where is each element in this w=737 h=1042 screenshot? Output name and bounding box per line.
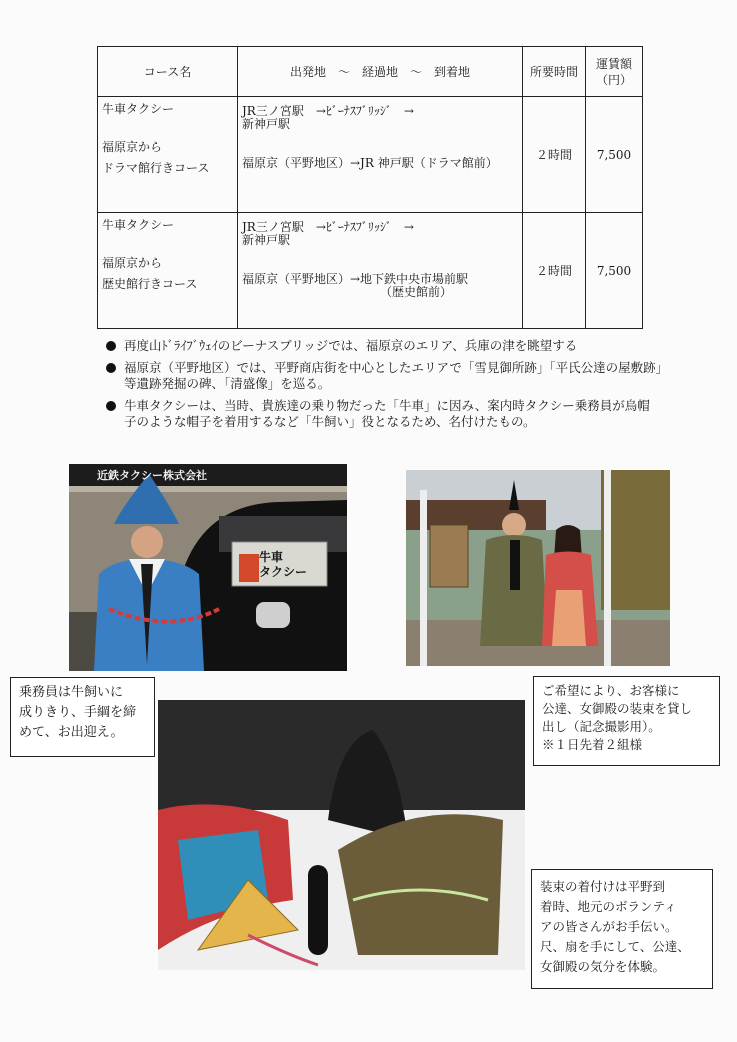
header-route: 出発地 ～ 経過地 ～ 到着地 — [238, 47, 523, 97]
course-name-line: 牛車タクシー — [102, 218, 175, 232]
caption-dressing — [531, 869, 713, 989]
course-name-line: 福原京から — [102, 256, 163, 270]
route-line: 福原京（平野地区）→JR 神戸駅（ドラマ館前） — [242, 156, 498, 170]
car-sign-line: 牛車 — [259, 550, 284, 564]
caption-costume-rental — [533, 676, 720, 766]
list-item: 福原京（平野地区）では、平野商店街を中心としたエリアで「雪見御所跡」「平氏公達の屋敷跡」等遺跡発掘の碑、「清盛像」を巡る。 — [102, 360, 662, 392]
photo-driver-taxi — [69, 464, 347, 671]
table-row — [98, 97, 643, 213]
photo-costume-items-image — [158, 700, 525, 970]
route-cell — [238, 97, 523, 213]
course-table — [97, 46, 643, 329]
fare-cell: 7,500 — [586, 97, 643, 213]
caption-line: ※１日先着２組様 — [542, 737, 643, 752]
notes-list — [102, 338, 662, 436]
caption-line: アの皆さんがお手伝い。 — [540, 919, 678, 934]
caption-line: 成りきり、手綱を締 — [19, 705, 137, 720]
table-header-row — [98, 47, 643, 97]
car-sign — [259, 550, 319, 580]
header-course-name: コース名 — [98, 47, 238, 97]
caption-driver — [10, 677, 155, 757]
course-name-cell — [98, 213, 238, 329]
caption-line: 装束の着付けは平野到 — [540, 879, 666, 894]
photo-costumed-couple — [406, 470, 670, 666]
course-name-line: 福原京から — [102, 140, 163, 154]
list-item: 牛車タクシーは、当時、貴族達の乗り物だった「牛車」に因み、案内時タクシー乗務員が烏帽子のような帽子を着用するなど「牛飼い」役となるため、名付けたもの。 — [102, 398, 662, 430]
table-row — [98, 213, 643, 329]
photo-costume-items — [158, 700, 525, 970]
time-cell: ２時間 — [523, 97, 586, 213]
route-line: 福原京（平野地区）→地下鉄中央市場前駅 — [242, 272, 469, 286]
photo-costumed-couple-image — [406, 470, 670, 666]
caption-line: 女御殿の気分を体験。 — [540, 959, 666, 974]
course-name-line: 歴史館行きコース — [102, 277, 198, 291]
list-item: 再度山ﾄﾞﾗｲﾌﾞｳｪｲのビーナスブリッジでは、福原京のエリア、兵庫の津を眺望する — [102, 338, 662, 354]
route-line: 新神戸駅 — [242, 233, 291, 247]
course-name-line: 牛車タクシー — [102, 102, 175, 116]
route-line: JR三ノ宮駅 →ﾋﾞｰﾅｽﾌﾞﾘｯｼﾞ → — [242, 104, 414, 118]
caption-line: 公達、女御殿の装束を貸し — [542, 701, 693, 716]
course-name-cell — [98, 97, 238, 213]
car-sign-line: タクシー — [259, 565, 308, 579]
caption-line: 着時、地元のボランティ — [540, 899, 677, 914]
course-name-line: ドラマ館行きコース — [102, 161, 210, 175]
caption-line: ご希望により、お客様に — [542, 683, 680, 698]
time-cell: ２時間 — [523, 213, 586, 329]
fare-cell: 7,500 — [586, 213, 643, 329]
caption-line: めて、お出迎え。 — [19, 725, 124, 740]
company-sign: 近鉄タクシー株式会社 — [97, 469, 207, 482]
header-fare — [586, 47, 643, 97]
route-line: 新神戸駅 — [242, 117, 291, 131]
caption-line: 乗務員は牛飼いに — [19, 685, 124, 700]
caption-line: 出し（記念撮影用）。 — [542, 719, 661, 734]
route-line: JR三ノ宮駅 →ﾋﾞｰﾅｽﾌﾞﾘｯｼﾞ → — [242, 220, 414, 234]
header-fare-unit: （円） — [595, 72, 632, 87]
route-cell — [238, 213, 523, 329]
caption-line: 尺、扇を手にして、公達、 — [540, 939, 690, 954]
header-fare-label: 運賃額 — [595, 56, 632, 71]
header-time: 所要時間 — [523, 47, 586, 97]
route-line: （歴史館前） — [380, 285, 453, 299]
